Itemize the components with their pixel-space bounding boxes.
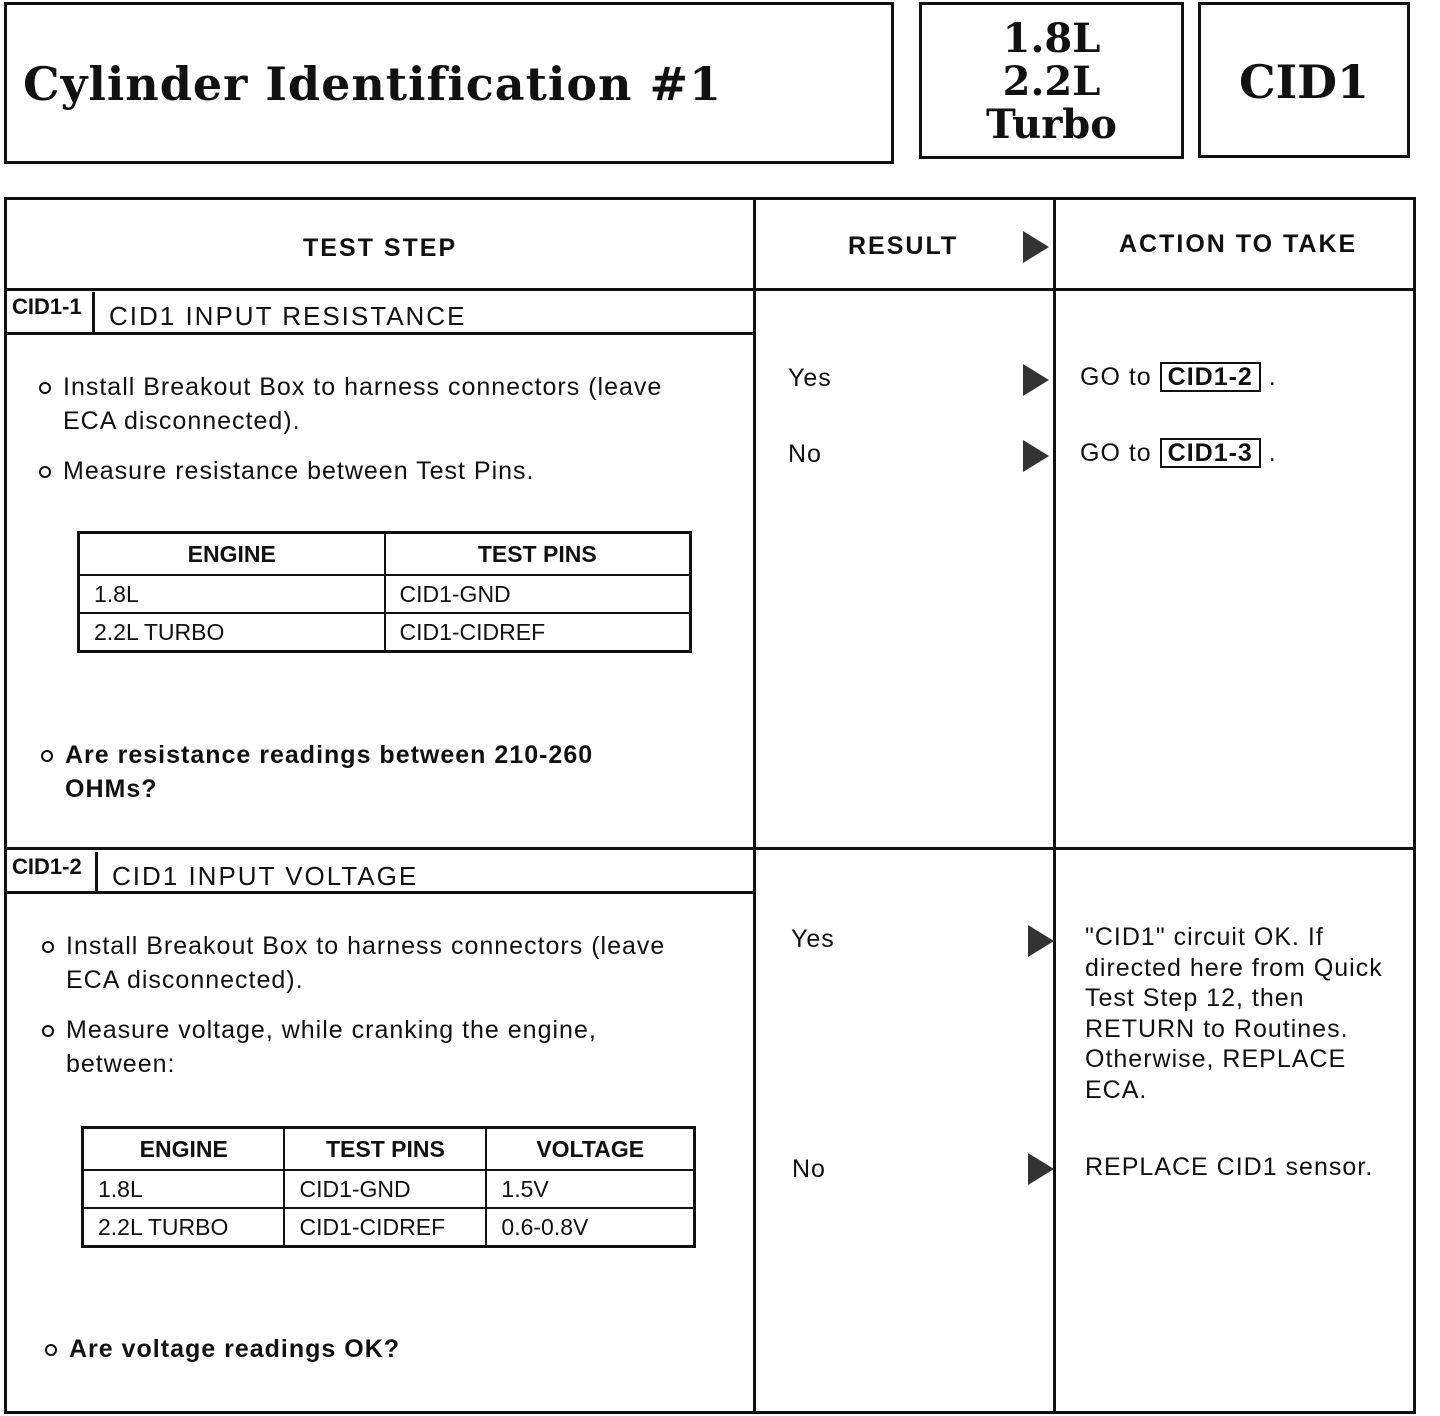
engine-label-3: Turbo [986, 101, 1117, 148]
action-yes-step1 [1080, 362, 1277, 393]
step-code-cid1-1: CID1-1 [7, 292, 95, 334]
action-suffix: . [1268, 363, 1277, 391]
engine-box [919, 2, 1184, 159]
question-text: Are voltage readings OK? [69, 1335, 401, 1363]
step-divider [7, 847, 1413, 850]
table-header-cell: ENGINE [83, 1128, 285, 1171]
bullet-icon [45, 1344, 57, 1356]
action-yes-step2: "CID1" circuit OK. If directed here from Quick Test Step 12, then RETURN to Routines. Otherwise, REPLACE ECA. [1085, 923, 1383, 1104]
step-title-cid1-2: CID1 INPUT VOLTAGE [112, 861, 419, 891]
step1-pins-table [77, 531, 692, 653]
bullet-step2-1 [66, 929, 726, 997]
result-arrow-icon [1023, 440, 1049, 472]
step-title-divider-2 [7, 891, 753, 894]
bullet-icon [39, 382, 51, 394]
table-cell: 0.6-0.8V [486, 1208, 694, 1247]
table-cell: 2.2L TURBO [79, 613, 385, 652]
step-code-cid1-2: CID1-2 [7, 852, 98, 894]
bullet-icon [42, 1025, 54, 1037]
result-arrow-icon [1028, 1153, 1054, 1185]
table-header-row [79, 533, 691, 576]
step-ref-link[interactable]: CID1-3 [1160, 438, 1261, 468]
table-header-cell: TEST PINS [385, 533, 691, 576]
table-header-row [83, 1128, 695, 1171]
page-title: Cylinder Identification #1 [23, 57, 723, 111]
bullet-icon [39, 466, 51, 478]
table-header-cell: TEST PINS [284, 1128, 486, 1171]
question-step1 [65, 738, 685, 806]
bullet-text: Measure voltage, while cranking the engine, between: [66, 1016, 597, 1078]
bullet-step1-1 [63, 370, 723, 438]
result-arrow-icon [1023, 231, 1049, 263]
bullet-icon [41, 750, 53, 762]
action-text: GO to [1080, 439, 1152, 467]
table-cell: CID1-CIDREF [385, 613, 691, 652]
action-text: GO to [1080, 363, 1152, 391]
bullet-step2-2 [66, 1013, 706, 1081]
table-cell: CID1-GND [385, 575, 691, 613]
step-ref-link[interactable]: CID1-2 [1160, 362, 1261, 392]
result-arrow-icon [1028, 925, 1054, 957]
bullet-text: Install Breakout Box to harness connectors (leave ECA disconnected). [66, 932, 666, 994]
bullet-text: Measure resistance between Test Pins. [63, 457, 535, 485]
table-cell: CID1-GND [284, 1170, 486, 1208]
question-text: Are resistance readings between 210-260 OHMs? [65, 741, 594, 803]
result-arrow-icon [1023, 364, 1049, 396]
action-no-step1 [1080, 438, 1277, 469]
bullet-step1-2 [63, 454, 723, 488]
bullet-icon [42, 941, 54, 953]
table-header-cell: VOLTAGE [486, 1128, 694, 1171]
table-cell: CID1-CIDREF [284, 1208, 486, 1247]
table-row [83, 1208, 695, 1247]
result-no-step2: No [792, 1155, 826, 1183]
result-yes-step1: Yes [788, 364, 832, 392]
engine-label-1: 1.8L [1002, 15, 1101, 62]
step-title-cid1-1: CID1 INPUT RESISTANCE [109, 301, 467, 331]
result-no-step1: No [788, 440, 822, 468]
engine-label-2: 2.2L [1002, 58, 1101, 105]
title-box [4, 2, 894, 164]
table-row [83, 1170, 695, 1208]
step2-pins-table [81, 1126, 696, 1248]
column-divider-1 [753, 200, 756, 1411]
header-divider [7, 288, 1413, 291]
procedure-code: CID1 [1238, 55, 1370, 109]
header-test-step: TEST STEP [303, 234, 458, 262]
table-cell: 2.2L TURBO [83, 1208, 285, 1247]
table-cell: 1.5V [486, 1170, 694, 1208]
table-header-cell: ENGINE [79, 533, 385, 576]
table-cell: 1.8L [79, 575, 385, 613]
action-suffix: . [1268, 439, 1277, 467]
test-table [4, 197, 1416, 1414]
column-divider-2 [1053, 200, 1056, 1411]
question-step2 [69, 1332, 689, 1366]
header-action: ACTION TO TAKE [1119, 230, 1358, 258]
code-box [1198, 2, 1410, 158]
table-row [79, 575, 691, 613]
step-title-divider-1 [7, 332, 753, 335]
table-row [79, 613, 691, 652]
header-result: RESULT [848, 232, 959, 260]
action-no-step2: REPLACE CID1 sensor. [1085, 1153, 1374, 1181]
table-cell: 1.8L [83, 1170, 285, 1208]
bullet-text: Install Breakout Box to harness connectors (leave ECA disconnected). [63, 373, 663, 435]
result-yes-step2: Yes [791, 925, 835, 953]
